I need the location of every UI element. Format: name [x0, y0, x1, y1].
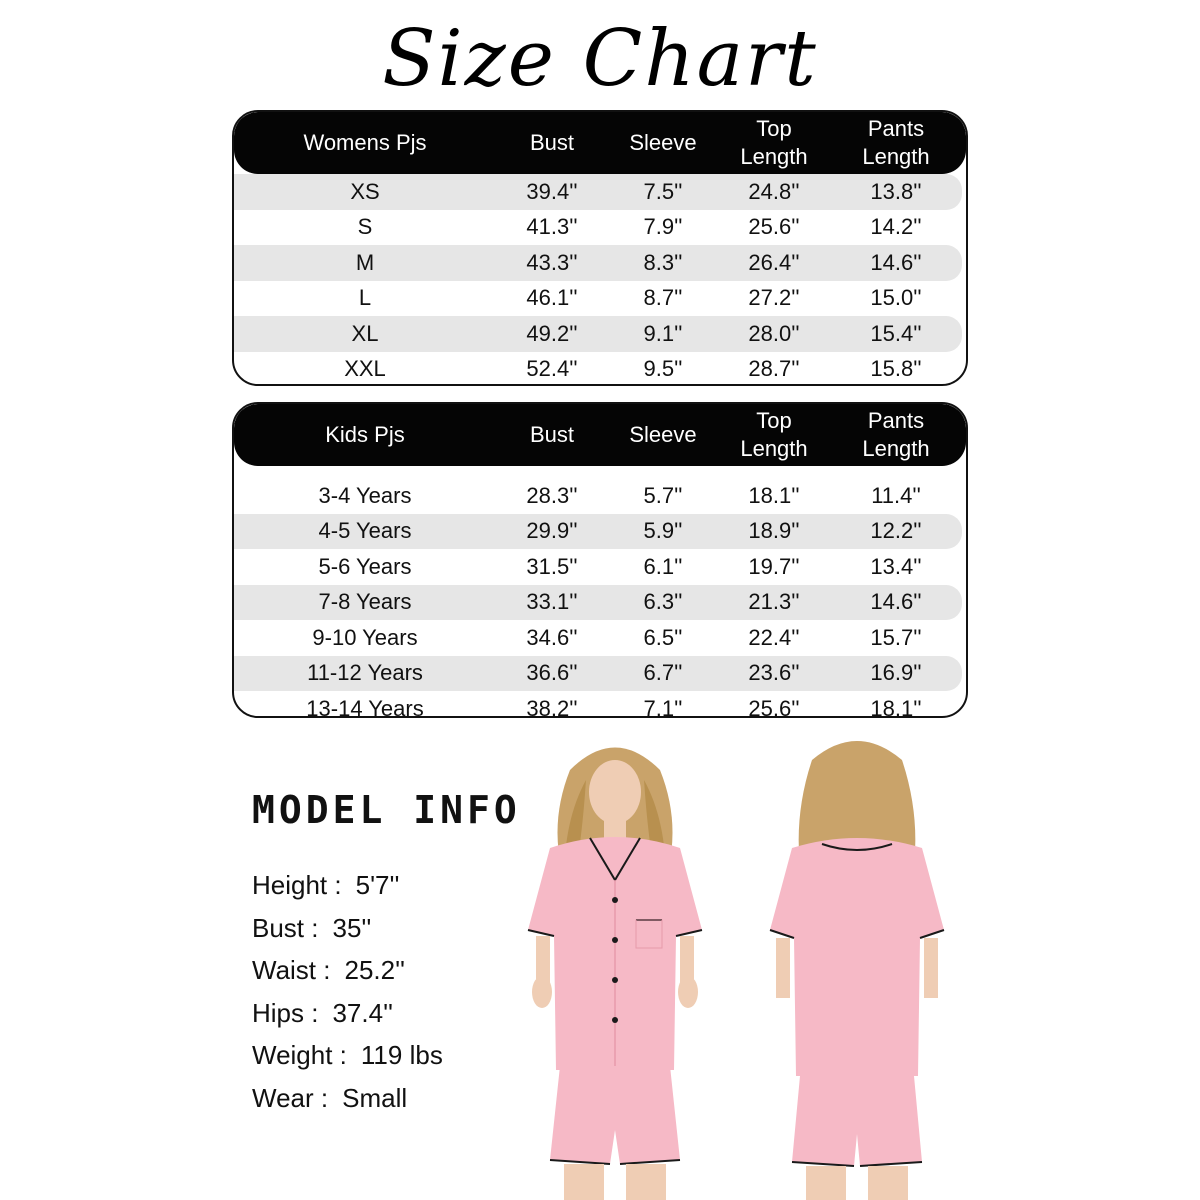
size-cell: 7-8 Years [318, 589, 412, 615]
model-info-label: Waist : [252, 955, 331, 985]
womens-table-row [234, 174, 962, 210]
measurement-cell: 5.7'' [643, 482, 683, 508]
measurement-cell: 39.4'' [526, 178, 578, 204]
measurement-cell: 25.6'' [748, 695, 800, 718]
measurement-cell: 14.6'' [870, 249, 922, 275]
measurement-cell: 25.6'' [748, 214, 800, 240]
model-info-item [252, 1034, 443, 1077]
model-front-photo [490, 730, 740, 1200]
measurement-cell: 23.6'' [748, 660, 800, 686]
measurement-cell: 18.9'' [748, 518, 800, 544]
model-info-value: 25.2'' [344, 955, 406, 985]
measurement-cell: 34.6'' [526, 624, 578, 650]
measurement-cell: 27.2'' [748, 285, 800, 311]
measurement-cell: 15.7'' [870, 624, 922, 650]
measurement-cell: 7.9'' [643, 214, 683, 240]
measurement-cell: 7.5'' [643, 178, 683, 204]
model-info-label: Weight : [252, 1040, 347, 1070]
measurement-cell: 11.4'' [871, 482, 921, 508]
size-cell: 4-5 Years [318, 518, 412, 544]
measurement-cell: 19.7'' [748, 553, 800, 579]
measurement-cell: 6.1'' [643, 553, 683, 579]
page-title: Size Chart [382, 14, 818, 104]
measurement-cell: 21.3'' [748, 589, 800, 615]
measurement-cell: 49.2'' [526, 320, 578, 346]
measurement-cell: 12.2'' [870, 518, 922, 544]
kids-table-header [234, 404, 966, 466]
measurement-cell: 16.9'' [870, 660, 922, 686]
header-cell: Top Length [740, 408, 808, 461]
header-cell: Sleeve [629, 422, 697, 447]
kids-size-table [232, 402, 968, 718]
kids-table-body [234, 466, 966, 718]
model-info-title: MODEL INFO [252, 788, 521, 832]
header-cell: Bust [529, 422, 575, 447]
model-info-value: 5'7'' [355, 870, 400, 900]
model-info-item [252, 1077, 443, 1120]
model-info-list [252, 864, 443, 1119]
measurement-cell: 13.8'' [870, 178, 922, 204]
measurement-cell: 15.4'' [870, 320, 922, 346]
size-cell: 11-12 Years [307, 660, 423, 686]
measurement-cell: 26.4'' [748, 249, 800, 275]
model-info-label: Height : [252, 870, 342, 900]
measurement-cell: 41.3'' [526, 214, 578, 240]
measurement-cell: 31.5'' [526, 553, 578, 579]
measurement-cell: 22.4'' [748, 624, 800, 650]
kids-table-row [234, 620, 966, 656]
model-info-value: Small [342, 1082, 408, 1113]
header-cell: Sleeve [629, 130, 697, 155]
measurement-cell: 6.3'' [643, 589, 683, 615]
size-cell: 13-14 Years [306, 695, 424, 718]
measurement-cell: 29.9'' [526, 518, 578, 544]
measurement-cell: 15.8'' [870, 356, 922, 382]
header-cell: Kids Pjs [325, 422, 405, 447]
header-cell: Pants Length [862, 116, 930, 169]
size-cell: 9-10 Years [312, 624, 418, 650]
measurement-cell: 8.3'' [643, 249, 683, 275]
measurement-cell: 46.1'' [526, 285, 578, 311]
size-cell: S [357, 214, 373, 240]
size-cell: 5-6 Years [318, 553, 412, 579]
measurement-cell: 28.7'' [748, 356, 800, 382]
measurement-cell: 33.1'' [526, 589, 578, 615]
measurement-cell: 24.8'' [748, 178, 800, 204]
measurement-cell: 15.0'' [870, 285, 922, 311]
measurement-cell: 28.0'' [748, 320, 800, 346]
model-info-label: Wear : [252, 1082, 329, 1113]
kids-table-row [234, 514, 962, 550]
model-back-photo [752, 730, 962, 1200]
size-cell: XS [350, 178, 380, 204]
measurement-cell: 14.2'' [870, 214, 922, 240]
kids-table-row [234, 585, 962, 621]
measurement-cell: 8.7'' [643, 285, 683, 311]
measurement-cell: 5.9'' [643, 518, 683, 544]
measurement-cell: 9.1'' [643, 320, 683, 346]
measurement-cell: 18.1'' [748, 482, 800, 508]
womens-table-body [234, 174, 966, 386]
model-info-item [252, 907, 443, 950]
measurement-cell: 18.1'' [870, 695, 922, 718]
measurement-cell: 6.7'' [643, 660, 683, 686]
womens-size-table [232, 110, 968, 386]
womens-table-row [234, 352, 966, 387]
measurement-cell: 13.4'' [870, 553, 922, 579]
womens-table-row [234, 281, 966, 317]
measurement-cell: 28.3'' [526, 482, 578, 508]
measurement-cell: 9.5'' [643, 356, 683, 382]
model-info-value: 37.4'' [332, 997, 393, 1028]
header-cell: Bust [529, 130, 575, 155]
measurement-cell: 7.1'' [643, 695, 683, 718]
womens-table-row [234, 316, 962, 352]
womens-table-row [234, 210, 966, 246]
kids-table-row [234, 656, 962, 692]
size-cell: XXL [344, 356, 386, 382]
kids-table-row [234, 691, 966, 718]
measurement-cell: 52.4'' [526, 356, 578, 382]
womens-table-header [234, 112, 966, 174]
kids-table-row [234, 549, 966, 585]
model-info-item [252, 949, 443, 992]
size-cell: M [355, 249, 375, 275]
measurement-cell: 36.6'' [526, 660, 578, 686]
womens-table-row [234, 245, 962, 281]
header-cell: Top Length [740, 116, 808, 169]
kids-table-row [234, 478, 966, 514]
model-info-label: Hips : [252, 997, 319, 1028]
model-info-item [252, 992, 443, 1035]
measurement-cell: 14.6'' [870, 589, 922, 615]
model-info-value: 35'' [332, 912, 372, 943]
model-info-item [252, 864, 443, 907]
header-cell: Pants Length [862, 408, 930, 461]
size-cell: XL [351, 320, 379, 346]
measurement-cell: 38.2'' [526, 695, 578, 718]
model-info-value: 119 lbs [360, 1040, 443, 1070]
header-cell: Womens Pjs [303, 130, 427, 155]
model-info-label: Bust : [252, 912, 319, 943]
measurement-cell: 43.3'' [526, 249, 578, 275]
measurement-cell: 6.5'' [643, 624, 683, 650]
size-cell: 3-4 Years [318, 482, 412, 508]
size-cell: L [358, 285, 372, 311]
